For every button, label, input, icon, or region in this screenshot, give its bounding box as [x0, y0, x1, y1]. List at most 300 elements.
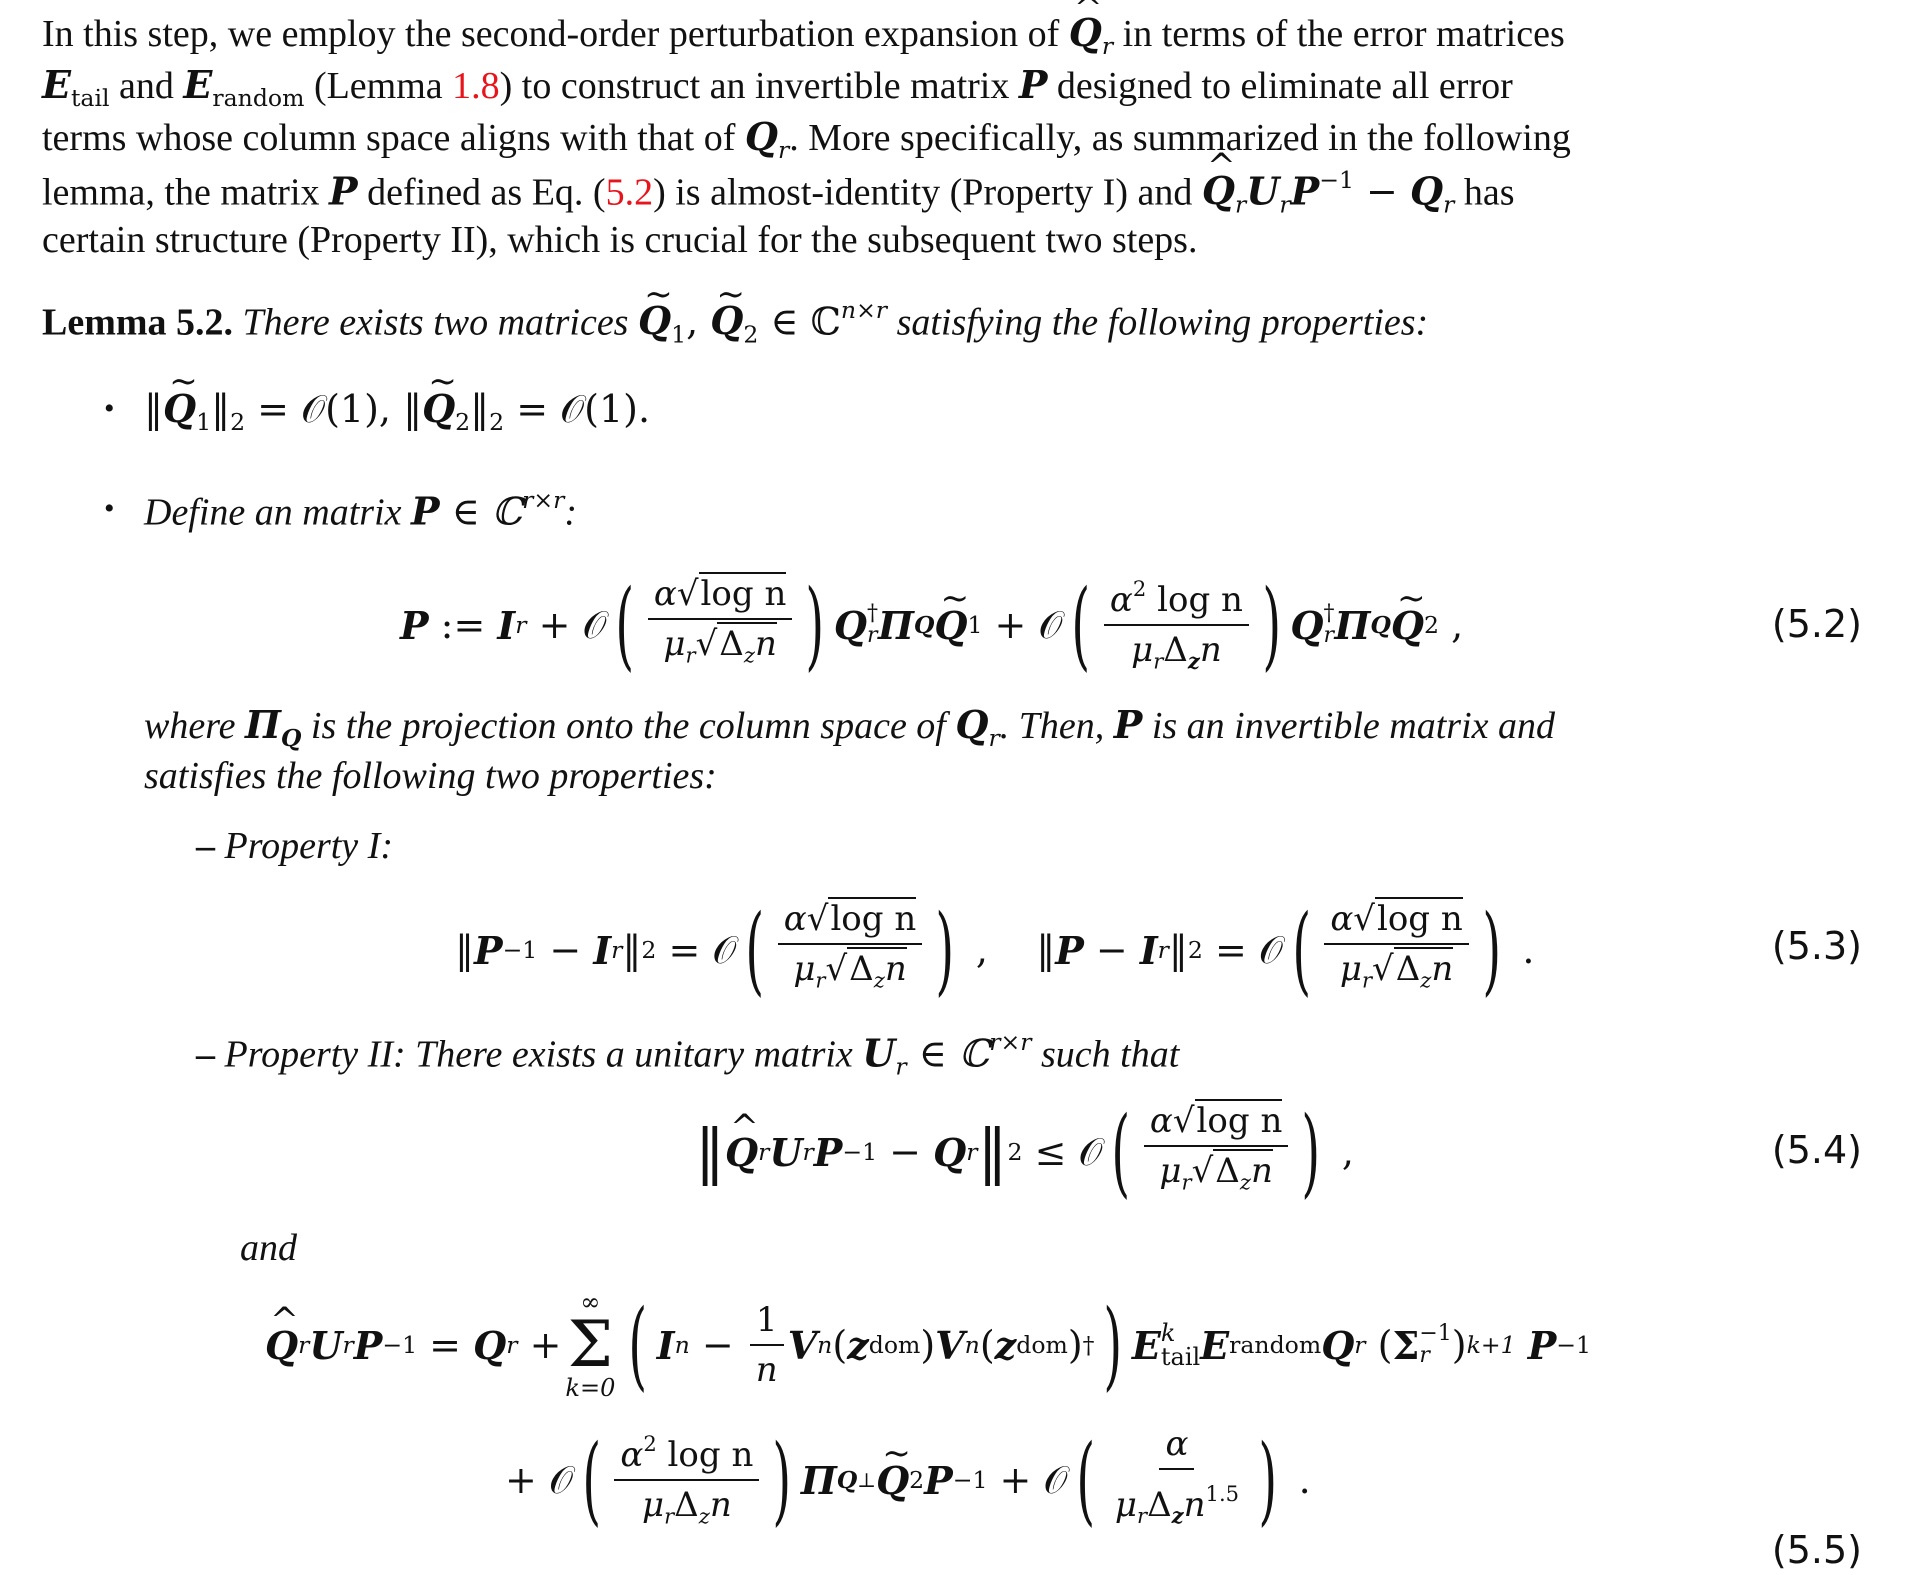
math-sub: 1	[671, 320, 687, 349]
math-token: I	[497, 602, 516, 648]
math-token: )	[935, 894, 955, 1006]
math-token: Q	[637, 298, 672, 344]
and-connector: and	[240, 1227, 297, 1269]
math-P: P	[329, 168, 358, 214]
math-token: Q	[955, 702, 989, 747]
math-token: Q	[933, 1129, 967, 1175]
math-token: Q	[473, 1322, 507, 1368]
math-token: log n	[700, 574, 787, 615]
math-token: = 𝒪(1).	[516, 387, 651, 431]
equation-5-4	[695, 1092, 1354, 1212]
math-token: 𝒪	[548, 1457, 573, 1502]
text: Define an matrix	[144, 491, 412, 534]
math-token: log n	[1196, 1101, 1283, 1142]
math-token: r	[1181, 1169, 1192, 1195]
math-token: E	[1131, 1322, 1161, 1368]
math-token: Q	[422, 386, 456, 431]
math-token: 𝒪	[712, 927, 737, 972]
math-token: r	[966, 1138, 978, 1166]
text: . More specifically, as summarized in the following	[789, 117, 1571, 159]
math-token: :	[564, 491, 578, 534]
math-token: Δ	[719, 624, 744, 665]
math-token: (	[1111, 1096, 1131, 1208]
math-token: )	[1262, 569, 1282, 681]
math-token: 2	[489, 408, 505, 437]
math-token: Δ	[1215, 1151, 1240, 1192]
math-token: z	[873, 967, 885, 993]
bullet-1-norms	[144, 386, 650, 436]
math-token: +	[529, 1323, 562, 1367]
math-token: n	[1199, 629, 1222, 670]
math-token: Π	[1334, 602, 1371, 648]
math-Q-tilde	[710, 298, 743, 343]
math-token: I	[593, 927, 612, 973]
math-Q-tilde	[163, 386, 196, 431]
math-token: z	[1420, 967, 1432, 993]
math-token: $\mu_r√\Delta_zn$	[663, 624, 777, 668]
math-token: P	[1527, 1322, 1557, 1368]
math-token: 𝒪	[560, 387, 585, 431]
math-token: n	[755, 1350, 778, 1390]
math-token: Δ	[674, 1484, 699, 1525]
math-token: )	[1301, 1096, 1321, 1208]
math-token: =	[668, 928, 701, 972]
math-token: μ	[1114, 1484, 1137, 1525]
math-minus	[1354, 169, 1410, 213]
math-token: 𝒪	[301, 387, 326, 431]
math-token: r	[1157, 936, 1169, 964]
math-token: (	[745, 894, 765, 1006]
math-token: Q	[876, 1457, 910, 1503]
math-token: r	[895, 1052, 907, 1081]
math-token: α	[1109, 579, 1133, 620]
math-token: ‖	[144, 387, 163, 431]
math-token: r	[866, 623, 878, 648]
property-1-label	[196, 824, 393, 868]
math-token: log n	[1157, 579, 1243, 620]
math-sub: tail	[70, 84, 110, 113]
math-token: z	[743, 642, 755, 668]
math-token: 1	[967, 611, 983, 639]
math-token: −	[1095, 928, 1128, 972]
math-token: Δ	[1147, 1484, 1172, 1525]
math-token: z	[698, 1503, 710, 1529]
math-token: P	[1113, 702, 1143, 747]
math-token: E	[1200, 1322, 1230, 1368]
math-token: Π	[877, 602, 914, 648]
math-token: −	[549, 928, 582, 972]
text: has	[1454, 171, 1515, 214]
math-token: 𝒪	[582, 602, 607, 647]
math-token: 2	[1007, 1138, 1023, 1166]
math-token: Q	[725, 1129, 759, 1175]
math-token: z	[1239, 1169, 1251, 1195]
math-token: P	[400, 602, 429, 648]
bullet-icon: •	[104, 492, 115, 525]
math-token: −	[1366, 169, 1398, 214]
math-token: μ	[641, 1484, 665, 1525]
fraction	[750, 1298, 784, 1392]
math-token: (	[1292, 894, 1311, 1006]
equation-number: (5.2)	[1771, 602, 1862, 646]
math-token: U	[309, 1322, 343, 1368]
math-token: z	[1187, 648, 1200, 674]
math-token: ‖	[211, 387, 231, 431]
text: ) is almost-identity (Property I) and	[653, 171, 1202, 214]
math-token: ℂ	[491, 489, 523, 534]
text: ) to construct an invertible matrix	[499, 65, 1019, 107]
math-token: (	[615, 569, 635, 681]
math-token: n	[1183, 1484, 1206, 1525]
math-token: 2	[1132, 575, 1147, 601]
math-token: ‖	[695, 1117, 725, 1187]
text: in terms of the error matrices	[1113, 13, 1565, 55]
math-token	[614, 1422, 759, 1481]
math-token: $\mu_r√\Delta_zn$	[1159, 1151, 1273, 1195]
math-token: Π	[800, 1457, 837, 1503]
summation	[565, 1289, 615, 1401]
math-token: Q	[710, 298, 744, 344]
math-token	[867, 603, 878, 647]
math-token: †	[866, 601, 878, 626]
math-token: Q	[913, 611, 935, 639]
math-token: Q	[163, 386, 197, 431]
math-token: .	[1522, 928, 1535, 972]
math-token: r	[506, 1331, 518, 1359]
math-token: ‖	[1036, 928, 1056, 972]
math-token: 2	[643, 1430, 657, 1456]
math-token: (	[582, 1424, 601, 1536]
math-token: r	[802, 1138, 814, 1166]
math-token: .	[1298, 1458, 1311, 1502]
math-token: −1	[842, 1138, 878, 1166]
math-token: k=0	[565, 1374, 616, 1402]
math-token	[876, 1458, 909, 1503]
math-token: +	[999, 1458, 1032, 1502]
math-token: r	[1323, 623, 1335, 648]
math-token: r	[1354, 1331, 1366, 1359]
math-token: n	[674, 1331, 690, 1359]
math-token	[1391, 603, 1424, 648]
equation-number: (5.5)	[1771, 1528, 1862, 1572]
math-token: Q	[280, 724, 302, 753]
math-token: α	[653, 574, 677, 615]
equation-5-5-line-1: ^ Q r U r P −1 = Q r + ∞ Σ k=0 ( I n − $\frac{1}{n}$ V n ( z dom ) V n ( z dom ) † ) E k tail E random Q r ( Σ −1 r ) k+1 P −1	[265, 1280, 1591, 1410]
math-token: n	[754, 624, 777, 665]
math-token: ,	[975, 928, 988, 972]
text: terms whose column space aligns with that of	[42, 117, 745, 159]
math-token: –	[196, 1033, 215, 1076]
math-sub: r	[1279, 190, 1291, 219]
math-token: ∈	[918, 1031, 947, 1076]
text: (Lemma	[304, 65, 453, 107]
math-token: r	[664, 1503, 675, 1529]
math-token: P	[411, 488, 440, 534]
math-token: z	[994, 1322, 1017, 1368]
math-token: k	[1160, 1319, 1176, 1347]
math-sub: r	[1443, 190, 1455, 219]
where-line-2: satisfies the following two properties:	[144, 755, 717, 797]
math-token: k+1	[1466, 1331, 1516, 1359]
math-token: −1	[382, 1331, 418, 1359]
math-token	[758, 299, 841, 343]
math-token	[265, 1323, 298, 1368]
math-token: log n	[667, 1434, 754, 1475]
math-token: Δ	[849, 949, 874, 990]
equation-5-2	[400, 565, 1463, 685]
lemma-label: Lemma 5.2.	[42, 301, 234, 344]
math-token: α	[620, 1434, 644, 1475]
math-token: μ	[663, 624, 686, 665]
math-token: −1	[1556, 1331, 1591, 1359]
math-Q-hat	[1202, 168, 1235, 213]
math-token: is the projection onto the column space of	[301, 705, 956, 747]
math-token: †	[1323, 601, 1335, 626]
math-token: such that	[1031, 1033, 1180, 1076]
fraction	[1109, 1422, 1245, 1538]
math-token: –	[196, 825, 215, 867]
equation-5-3	[455, 890, 1534, 1010]
math-token: +	[538, 603, 571, 647]
math-token: $\mu_r√\Delta_zn$	[1339, 949, 1454, 993]
math-token: P	[924, 1457, 953, 1503]
math-token: Σ	[1392, 1322, 1420, 1368]
math-token	[1161, 1321, 1200, 1369]
math-token: r	[298, 1331, 310, 1359]
math-token: r	[342, 1331, 354, 1359]
math-token: n	[884, 949, 907, 990]
intro-line-5	[42, 218, 1197, 262]
math-token: α√log n	[1324, 897, 1468, 945]
math-token: random	[1229, 1331, 1322, 1359]
math-token: Q	[836, 1466, 858, 1494]
math-token: ‖	[470, 387, 490, 431]
math-sub: 2	[743, 320, 759, 349]
math-token: 1	[196, 408, 212, 437]
math-token: P	[474, 927, 503, 973]
math-token: ∈	[770, 299, 799, 344]
math-token: V	[935, 1322, 965, 1368]
math-token: 2	[1187, 936, 1203, 964]
math-token: ‖	[1168, 928, 1188, 972]
math-token: 2	[641, 936, 657, 964]
math-token: −1	[952, 1466, 988, 1494]
math-token: z	[1171, 1503, 1184, 1529]
math-token: n	[817, 1331, 833, 1359]
math-token: α	[1149, 1101, 1173, 1142]
math-token: +	[505, 1458, 537, 1502]
intro-line-4	[42, 166, 1515, 219]
math-token: ℂ	[810, 299, 841, 344]
math-token: Q	[1201, 168, 1235, 214]
math-token: z	[847, 1322, 869, 1368]
math-token: r	[1153, 648, 1164, 674]
math-P: P	[1290, 168, 1320, 214]
math-P: P	[1018, 62, 1048, 107]
math-token	[636, 1481, 738, 1538]
math-E: E	[42, 62, 71, 107]
math-token	[934, 603, 967, 648]
math-token: P	[813, 1129, 843, 1175]
math-token	[1323, 603, 1334, 647]
math-token: Property II: There exists a unitary matrix	[224, 1033, 863, 1076]
math-sub: random	[212, 84, 305, 113]
math-token: n	[1250, 1151, 1273, 1192]
math-token: 1.5	[1205, 1480, 1240, 1506]
math-token: )	[1103, 1289, 1123, 1401]
math-token: ∈	[451, 489, 480, 534]
math-token: P	[353, 1322, 383, 1368]
math-token: 2	[1424, 611, 1439, 639]
math-sup: n×r	[840, 296, 888, 324]
math-token: μ	[793, 949, 816, 990]
math-Q: Q	[744, 114, 778, 159]
fraction	[1324, 897, 1468, 1002]
math-sub: r	[1234, 190, 1247, 219]
math-token: (	[1076, 1424, 1096, 1536]
fraction	[1144, 1099, 1288, 1204]
equation-number: (5.3)	[1771, 924, 1862, 968]
math-token: Δ	[1163, 629, 1188, 670]
math-token	[1109, 1470, 1245, 1538]
math-token: α√log n	[648, 572, 792, 620]
math-token: ,	[1451, 603, 1464, 647]
math-token: μ	[1339, 949, 1362, 990]
math-token: ⊥	[857, 1468, 877, 1492]
text: satisfying the following properties:	[887, 301, 1429, 344]
math-token: Q	[1321, 1322, 1355, 1368]
bullet-2-define	[144, 486, 577, 534]
text: certain structure (Property II), which is crucial for the subsequent two steps.	[42, 219, 1198, 261]
math-token: Q	[833, 602, 867, 648]
text: and	[109, 65, 184, 107]
math-sub: r	[1101, 32, 1114, 61]
math-Q-hat	[1069, 10, 1102, 55]
math-token: r	[758, 1138, 770, 1166]
math-token: r×r	[522, 486, 565, 514]
math-token: Π	[244, 702, 281, 747]
equation-reference-link[interactable]: 5.2	[605, 171, 654, 214]
math-token: r	[611, 936, 623, 964]
math-token: :=	[440, 603, 486, 647]
math-token: r	[988, 724, 1000, 753]
math-token: Q	[1390, 602, 1425, 648]
math-token: r	[815, 967, 826, 993]
math-token: ‖	[977, 1117, 1008, 1187]
math-token: 1	[750, 1298, 784, 1346]
math-token	[1419, 1323, 1451, 1367]
math-token: r×r	[989, 1028, 1032, 1056]
math-token	[440, 489, 523, 533]
math-token: n	[964, 1331, 980, 1359]
math-token: 𝒪	[1258, 927, 1283, 972]
math-token: . Then,	[999, 705, 1114, 747]
math-token: ‖	[403, 387, 423, 431]
math-token: Σ	[567, 1308, 613, 1382]
math-Q-tilde	[422, 386, 455, 431]
math-token: n	[1431, 949, 1454, 990]
fraction	[614, 1422, 759, 1538]
intro-line-3	[42, 114, 1571, 164]
math-token: U	[862, 1030, 896, 1076]
math-Q-tilde	[638, 298, 671, 343]
math-token: μ	[1159, 1151, 1182, 1192]
math-token: V	[787, 1322, 818, 1368]
text: lemma, the matrix	[42, 171, 330, 214]
math-U: U	[1246, 168, 1280, 214]
math-token: =	[516, 387, 549, 431]
math-token: 2	[909, 1466, 925, 1494]
math-token: r	[1419, 1343, 1430, 1368]
math-token: dom	[868, 1331, 921, 1359]
math-token: I	[1139, 927, 1158, 973]
math-token: +	[994, 603, 1027, 647]
property-2-statement	[196, 1028, 1179, 1081]
math-token: ≤	[1034, 1130, 1067, 1174]
fraction	[1104, 567, 1249, 683]
math-token: Q	[265, 1322, 299, 1368]
text: There exists two matrices	[242, 301, 638, 344]
math-token: n	[709, 1484, 732, 1525]
lemma-reference-link[interactable]: 1.8	[452, 65, 500, 107]
math-E: E	[183, 62, 213, 107]
math-token: Q	[1370, 611, 1391, 639]
math-Q: Q	[1409, 168, 1444, 214]
math-token: r	[685, 642, 696, 668]
math-token: log n	[1376, 899, 1463, 940]
math-token: r	[1137, 1503, 1148, 1529]
math-sup: −1	[1319, 166, 1354, 194]
math-token	[1104, 567, 1249, 626]
math-token: U	[769, 1129, 803, 1175]
text: In this step, we employ the second-order perturbation expansion of	[42, 13, 1069, 55]
text: designed to eliminate all error	[1047, 65, 1513, 107]
math-token: P	[1055, 927, 1084, 973]
lemma-statement	[42, 296, 1428, 349]
math-token: 𝒪	[1043, 1457, 1068, 1502]
math-token	[725, 1130, 758, 1175]
math-token: −1	[1419, 1321, 1452, 1346]
math-token: Q	[1290, 602, 1324, 648]
math-token: α	[1330, 899, 1354, 940]
bullet-icon: •	[104, 392, 115, 425]
math-token: )	[805, 569, 825, 681]
math-token: (	[628, 1289, 648, 1401]
equation-5-5-line-2	[505, 1420, 1311, 1540]
math-token: =	[429, 1323, 462, 1367]
math-token: α	[1159, 1422, 1194, 1470]
math-token: 2	[230, 408, 246, 437]
math-token: 𝒪	[1078, 1129, 1103, 1174]
math-token: α	[783, 899, 807, 940]
math-token: ‖	[455, 928, 474, 972]
equation-number: (5.4)	[1771, 1128, 1862, 1172]
fraction	[648, 572, 792, 677]
math-sub: r	[777, 136, 790, 165]
math-token: =	[257, 387, 290, 431]
math-token: where	[144, 705, 245, 747]
math-token: α√log n	[1144, 1099, 1288, 1147]
math-token: ,	[686, 299, 711, 344]
math-token: ℂ	[959, 1031, 990, 1076]
math-token: I	[656, 1322, 675, 1368]
math-token: Property I:	[224, 825, 393, 867]
math-token: −	[889, 1130, 922, 1174]
where-line-1	[144, 702, 1555, 752]
math-token: †	[1082, 1331, 1095, 1359]
math-token: (	[1071, 569, 1091, 681]
math-token: 𝒪	[1038, 602, 1063, 647]
